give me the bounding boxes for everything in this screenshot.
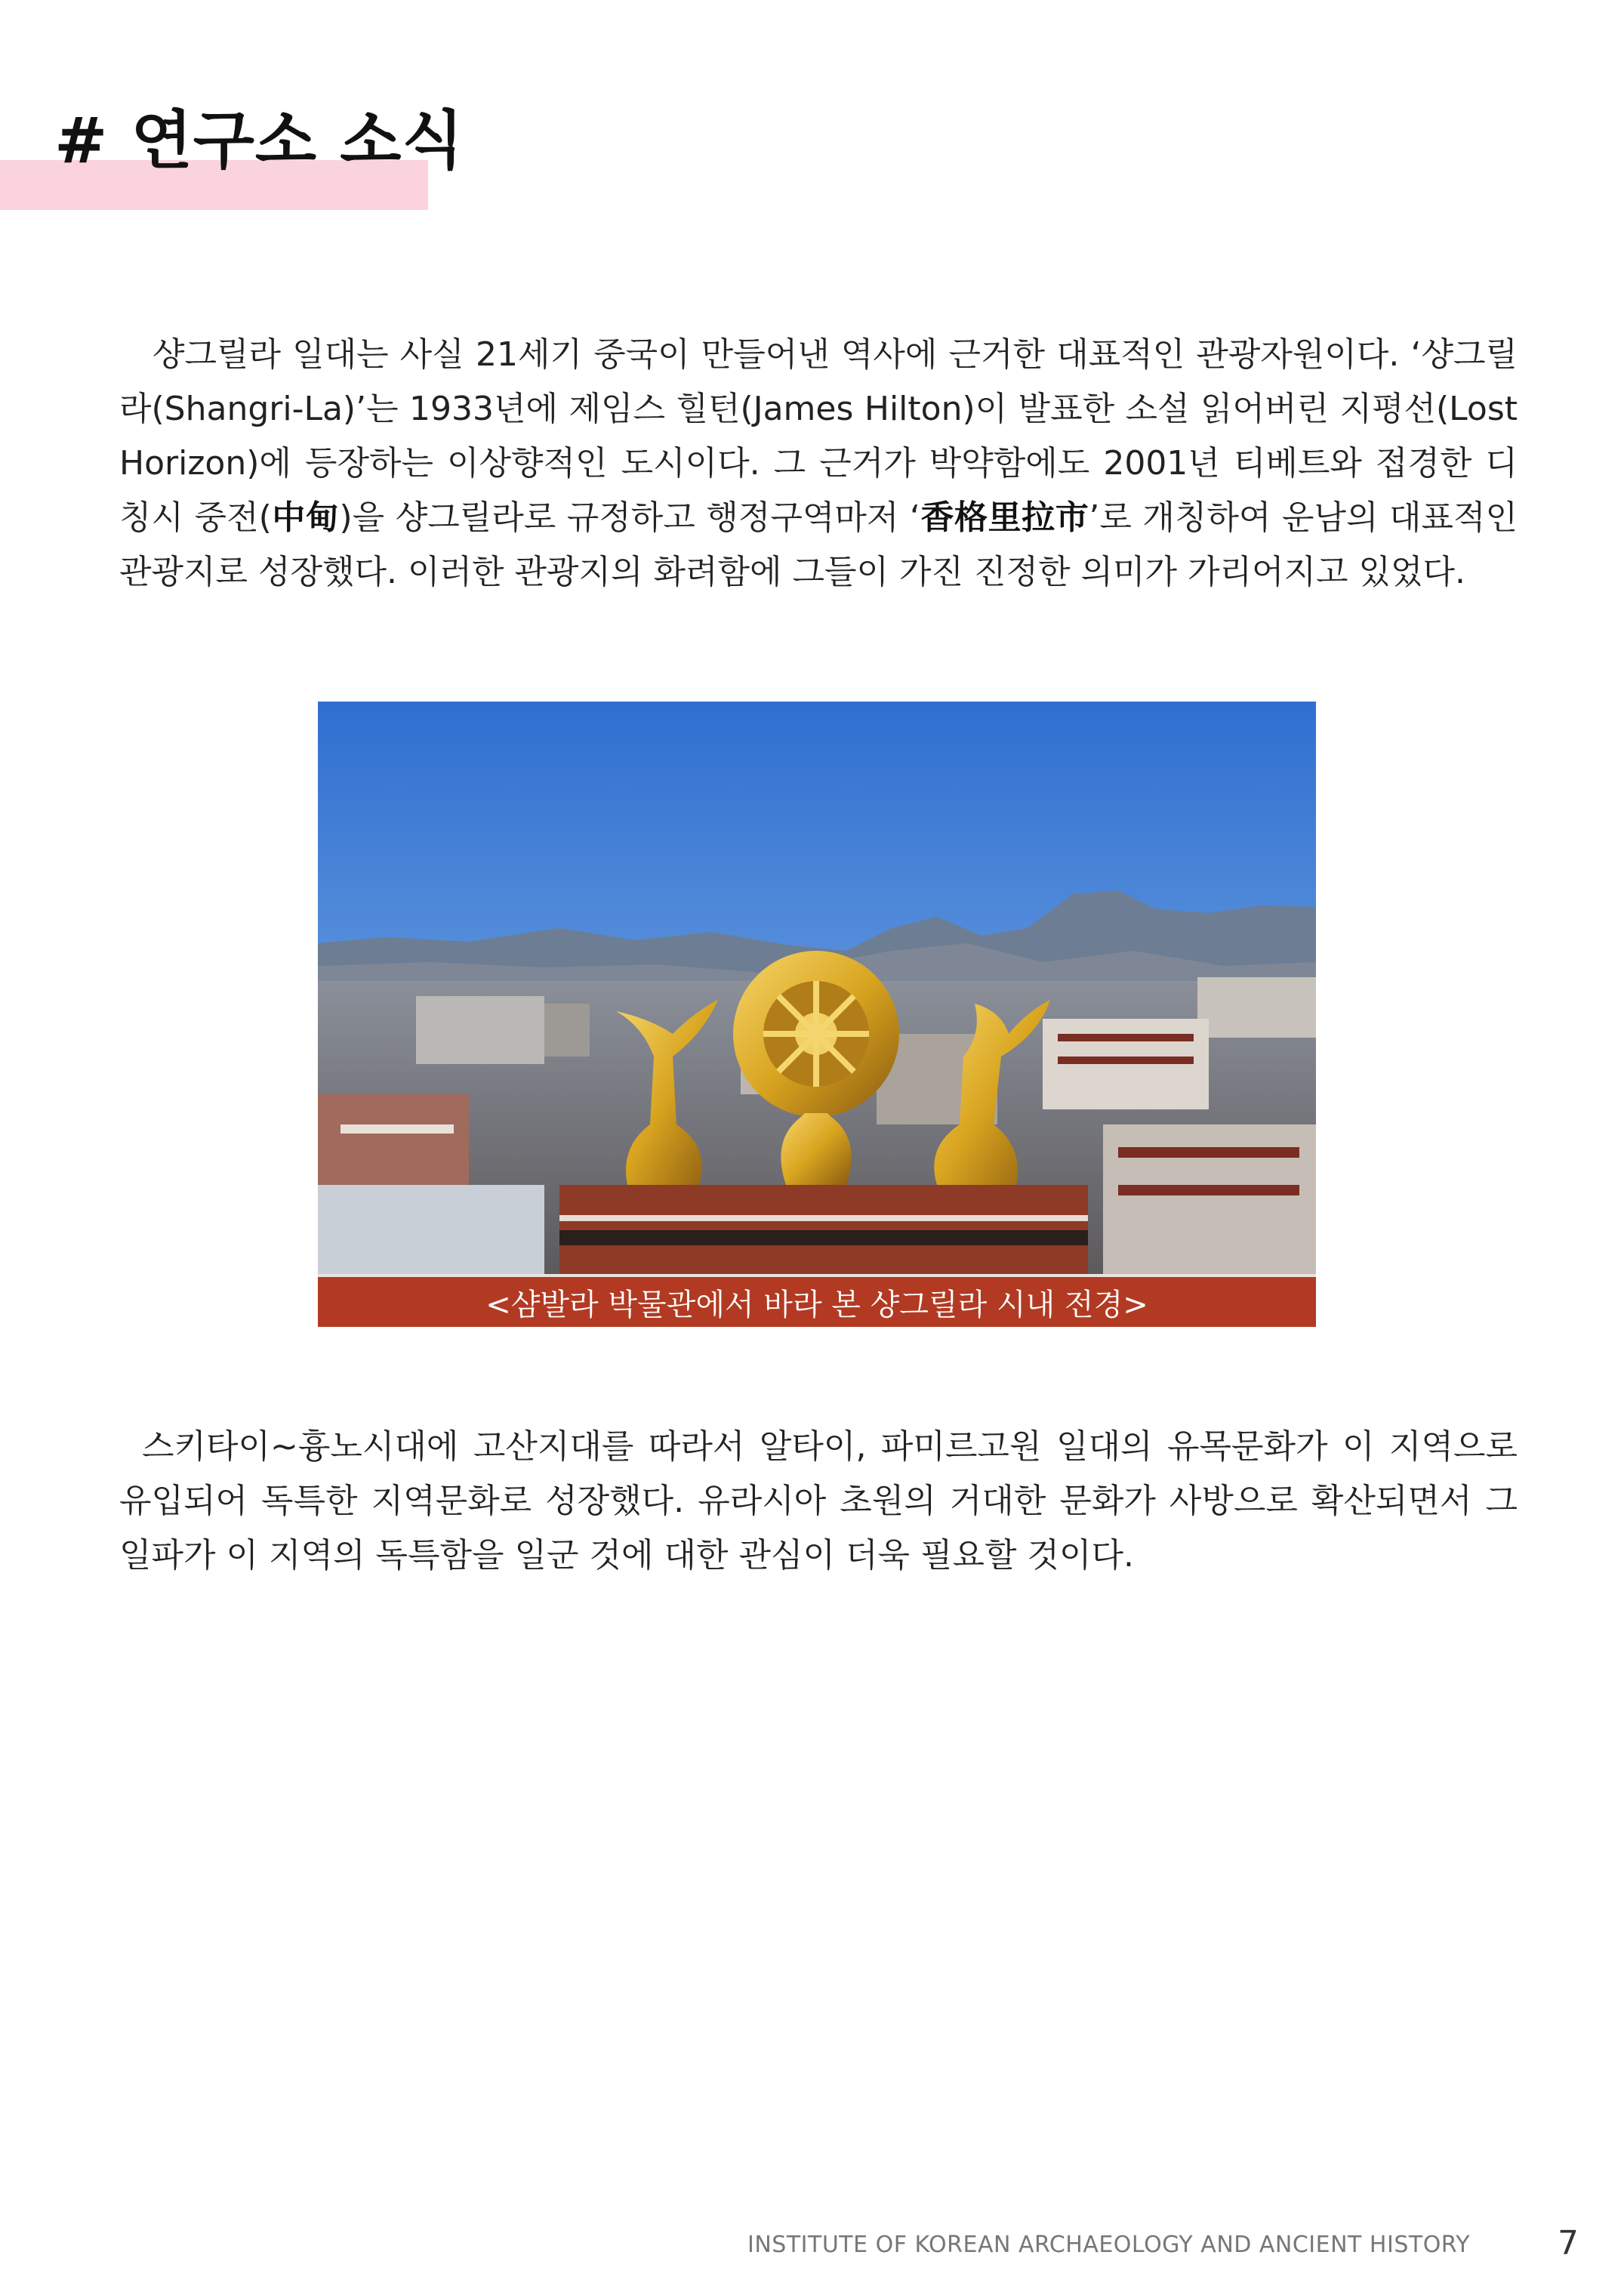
para1-text-b: )을 샹그릴라로 규정하고 행정구역마저 ‘ <box>339 498 920 537</box>
page-title: # 연구소 소식 <box>54 103 464 177</box>
body-paragraph-1 <box>119 328 1518 600</box>
photo-caption: <샴발라 박물관에서 바라 본 샹그릴라 시내 전경> <box>318 1274 1316 1327</box>
page-number: 7 <box>1558 2224 1579 2263</box>
photo-figure <box>318 702 1316 1327</box>
para1-bold-zhongdian: 中甸 <box>271 498 340 537</box>
footer-institute-name: INSTITUTE OF KOREAN ARCHAEOLOGY AND ANCIENT HISTORY <box>747 2232 1471 2258</box>
shangrila-city-photo <box>318 702 1316 1274</box>
body-paragraph-2: 스키타이~흉노시대에 고산지대를 따라서 알타이, 파미르고원 일대의 유목문화가 이 지역으로 유입되어 독특한 지역문화로 성장했다. 유라시아 초원의 거대한 문화가 사방으로 확산되면서 그 일파가 이 지역의 독특함을 일군 것에 대한 관심이 더욱 필요할 것이다. <box>119 1427 1518 1575</box>
para1-bold-shangrila-city: 香格里拉市 <box>920 498 1089 537</box>
para1-text-c: ’로 개칭하여 운남의 대표적인 관광지로 성장했다. 이러한 관광지의 화려함에 그들이 가진 진정한 의미가 가리어지고 있었다. <box>119 498 1518 591</box>
para1-text-a: 샹그릴라 일대는 사실 21세기 중국이 만들어낸 역사에 근거한 대표적인 관광자원이다. ‘샹그릴라(Shangri-La)’는 1933년에 제임스 힐턴(James Hilton)이 발표한 소설 읽어버린 지평선(Lost Horizon)에 등장하는 이상향적인 도시이다. 그 근거가 박약함에도 2001년 티베트와 접경한 디칭시 중전( <box>119 335 1518 537</box>
